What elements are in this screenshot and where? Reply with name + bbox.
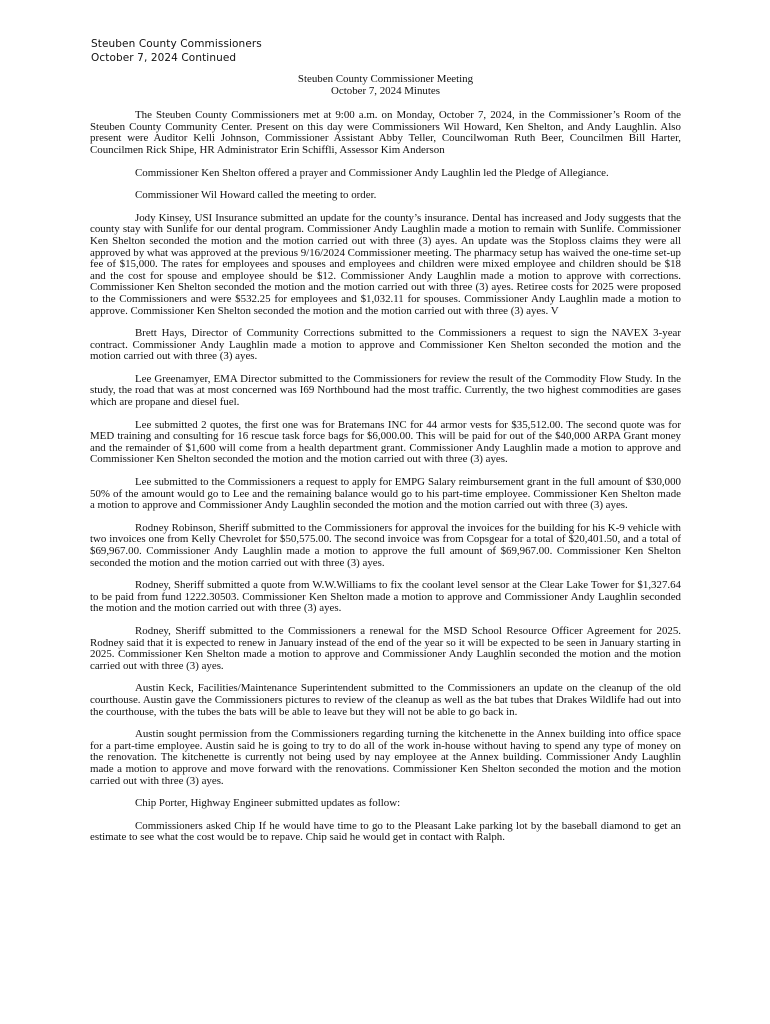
running-header — [91, 38, 262, 65]
title-line-2: October 7, 2024 Minutes — [331, 84, 440, 97]
paragraph-courthouse-cleanup: Austin Keck, Facilities/Maintenance Superintendent submitted to the Commissioners an update on the cleanup of the old courthouse. Austin gave the Commissioners pictures to review of the cleanup as well as the bat tubes that Drakes Wildlife had out into the courthouse, with the tubes the bats will be able to leave but they will not be able to go back in. — [90, 682, 681, 718]
paragraph-call-to-order: Commissioner Wil Howard called the meeting to order. — [135, 189, 377, 202]
paragraph-kitchenette-renovation: Austin sought permission from the Commissioners regarding turning the kitchenette in the Annex building into office space for a part-time employee. Austin said he is going to try to do all of the work in-house without having to spend any type of money on the renovation. The kitchenette is currently not being used by nay employee at the Annex building. Commissioner Andy Laughlin made a motion to approve and move forward with the renovations. Commissioner Ken Shelton seconded the motion and the motion carried out with three (3) ayes. — [90, 728, 681, 787]
paragraph-navex-contract: Brett Hays, Director of Community Corrections submitted to the Commissioners a request to sign the NAVEX 3-year contract. Commissioner Andy Laughlin made a motion to approve and Commissioner Ken Shelton seconded the motion and the motion carried out with three (3) ayes. — [90, 327, 681, 363]
paragraph-highway-updates: Chip Porter, Highway Engineer submitted updates as follow: — [135, 797, 401, 810]
minutes-body — [90, 74, 681, 855]
paragraph-coolant-sensor: Rodney, Sheriff submitted a quote from W.W.Williams to fix the coolant level sensor at the Clear Lake Tower for $1,327.64 to be paid from fund 1222.30503. Commissioner Ken Shelton made a motion to approve and Commissioner Andy Laughlin seconded the motion and the motion carried out with three (3) ayes. — [90, 579, 681, 615]
header-line-2: October 7, 2024 Continued — [91, 51, 237, 64]
paragraph-ema-quotes: Lee submitted 2 quotes, the first one was for Bratemans INC for 44 armor vests for $35,512.00. The second quote was for MED training and consulting for 16 rescue task force bags for $6,000.00. This will be paid for out of the $40,000 ARPA Grant money and the remainder of $1,600 will come from a health department grant. Commissioner Andy Laughlin made a motion to approve and Commissioner Ken Shelton seconded the motion and the motion carried out with three (3) ayes. — [90, 418, 681, 466]
title-line-1: Steuben County Commissioner Meeting — [297, 73, 474, 85]
paragraph-empg-grant: Lee submitted to the Commissioners a request to apply for EMPG Salary reimbursement grant in the full amount of $30,000 50% of the amount would go to Lee and the remaining balance would go to his part-time employee. Commissioner Ken Shelton made a motion to approve and Commissioner Andy Laughlin seconded the motion and the motion carried out with three (3) ayes. — [90, 476, 681, 512]
paragraph-k9-invoices: Rodney Robinson, Sheriff submitted to the Commissioners for approval the invoices for the building for his K-9 vehicle with two invoices one from Kelly Chevrolet for $50,575.00. The second invoice was from Copsgear for a total of $20,401.50, and a total of $69,967.00. Commissioner Andy Laughlin made a motion to approve the full amount of $69,967.00. Commissioner Ken Shelton seconded the motion and the motion carried out with three (3) ayes. — [90, 521, 681, 569]
paragraph-prayer-pledge: Commissioner Ken Shelton offered a prayer and Commissioner Andy Laughlin led the Pledge of Allegiance. — [135, 166, 609, 179]
document-title — [90, 74, 681, 97]
paragraph-insurance-update: Jody Kinsey, USI Insurance submitted an update for the county’s insurance. Dental has increased and Jody suggests that the county stay with Sunlife for our dental program. Commissioner Andy Laughlin made a motion to remain with Sunlife. Commissioner Ken Shelton seconded the motion and the motion carried out with three (3) ayes. An update was the Stoploss claims they were all approved by what was approved at the previous 9/16/2024 Commissioner meeting. The pharmacy setup has waived the one-time set-up fee of $15,000. The rates for employees and spouses and employees and children were mixed employee and children should be $18 and the cost for spouse and employee should be $12. Commissioner Andy Laughlin made a motion to approve with corrections. Commissioner Ken Shelton seconded the motion and the motion carried out with three (3) ayes. Retiree costs for 2025 were proposed to the Commissioners and were $532.25 for employees and $1,032.11 for spouses. Commissioner Andy Laughlin made a motion to approve. Commissioner Ken Shelton seconded the motion and the motion carried out with three (3) ayes. V — [90, 211, 681, 317]
header-line-1: Steuben County Commissioners — [91, 38, 262, 50]
paragraph-parking-lot-repave: Commissioners asked Chip If he would have time to go to the Pleasant Lake parking lot by the baseball diamond to get an estimate to see what the cost would be to repave. Chip said he would get in contact with Ralph. — [90, 819, 681, 844]
paragraph-commodity-flow-study: Lee Greenamyer, EMA Director submitted to the Commissioners for review the result of the Commodity Flow Study. In the study, the road that was at most concerned was I69 Northbound had the most traffic. Currently, the two highest commodities are gases which are propane and diesel fuel. — [90, 372, 681, 409]
paragraph-sro-agreement: Rodney, Sheriff submitted to the Commissioners a renewal for the MSD School Resource Officer Agreement for 2025. Rodney said that it is expected to renew in January instead of the end of the year so it will be expected to be seen in January starting in 2025. Commissioner Ken Shelton made a motion to approve and Commissioner Andy Laughlin seconded the motion and the motion carried out with three (3) ayes. — [90, 624, 681, 672]
paragraph-attendance: The Steuben County Commissioners met at 9:00 a.m. on Monday, October 7, 2024, in the Commissioner’s Room of the Steuben County Community Center. Present on this day were Commissioners Wil Howard, Ken Shelton, and Andy Laughlin. Also present were Auditor Kelli Johnson, Commissioner Assistant Abby Teller, Councilwoman Ruth Beer, Councilmen Bill Harter, Councilmen Rick Shipe, HR Administrator Erin Schiffli, Assessor Kim Anderson — [90, 109, 681, 156]
